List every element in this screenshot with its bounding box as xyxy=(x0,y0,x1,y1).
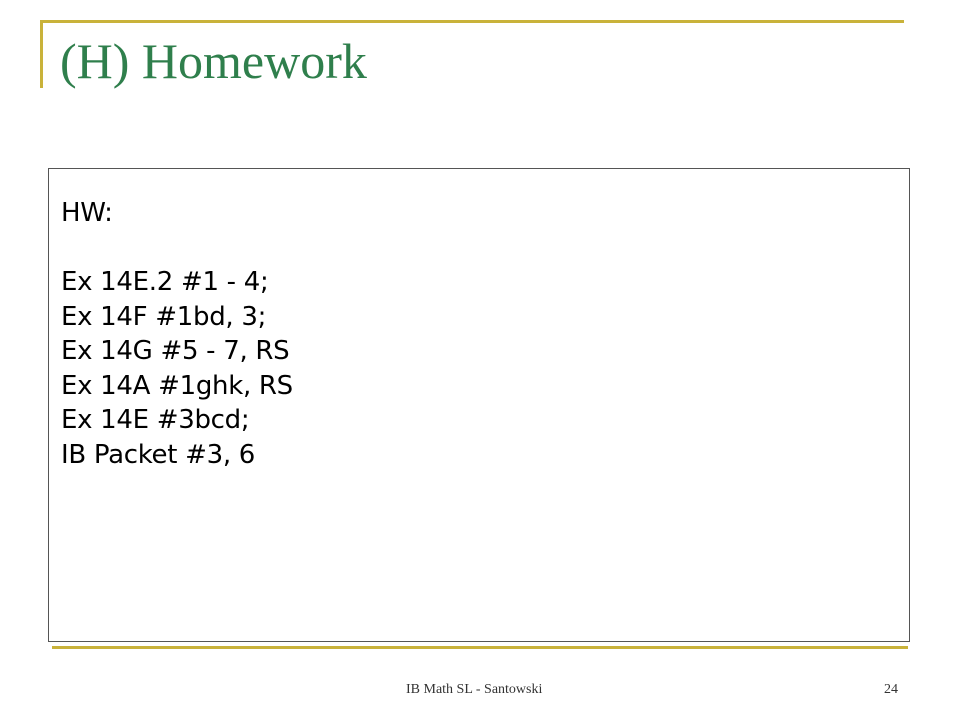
bottom-frame-line xyxy=(52,646,908,649)
homework-item: Ex 14E #3bcd; xyxy=(61,405,250,435)
homework-item: Ex 14G #5 - 7, RS xyxy=(61,336,290,366)
homework-box xyxy=(48,168,910,642)
left-frame-line xyxy=(40,20,43,88)
blank-line xyxy=(61,231,293,266)
homework-text xyxy=(61,196,293,472)
homework-item: Ex 14A #1ghk, RS xyxy=(61,370,293,401)
top-frame-line xyxy=(40,20,904,23)
homework-item: Ex 14E.2 #1 - 4; xyxy=(61,267,269,297)
homework-item: Ex 14F #1bd, 3; xyxy=(61,301,267,332)
slide-title: (H) Homework xyxy=(60,33,367,89)
homework-heading: HW: xyxy=(61,198,113,228)
footer-text: IB Math SL - Santowski xyxy=(406,682,543,697)
homework-item: IB Packet #3, 6 xyxy=(61,439,255,470)
page-number: 24 xyxy=(884,682,898,697)
